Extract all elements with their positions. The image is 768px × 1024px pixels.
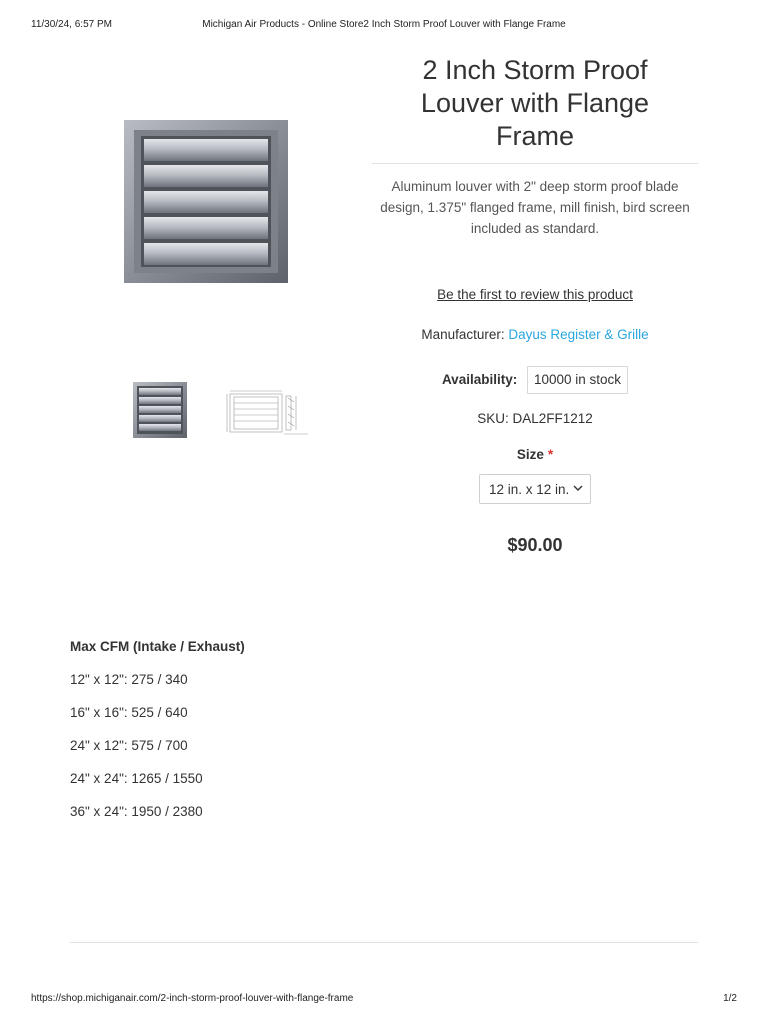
spec-row: 36" x 24": 1950 / 2380 bbox=[70, 804, 203, 819]
content-divider bbox=[70, 942, 698, 943]
size-label-text: Size bbox=[516, 447, 544, 462]
main-product-image[interactable] bbox=[124, 120, 288, 283]
print-footer bbox=[31, 993, 737, 1007]
specs-section bbox=[70, 639, 470, 837]
size-selected-value: 12 in. x 12 in. bbox=[489, 482, 570, 497]
chevron-down-icon bbox=[573, 484, 583, 492]
spec-row: 12" x 12": 275 / 340 bbox=[70, 672, 188, 687]
size-select[interactable] bbox=[479, 474, 591, 504]
manufacturer-link[interactable]: Dayus Register & Grille bbox=[508, 327, 649, 342]
product-description: Aluminum louver with 2" deep storm proof blade design, 1.375" flanged frame, mill finish, bird screen included as standard. bbox=[380, 179, 690, 236]
print-page-number: 1/2 bbox=[723, 993, 737, 1004]
spec-row: 16" x 16": 525 / 640 bbox=[70, 705, 188, 720]
availability-label: Availability: bbox=[441, 372, 518, 387]
stock-badge: 10000 in stock bbox=[527, 366, 628, 394]
print-header bbox=[31, 19, 737, 33]
product-title: 2 Inch Storm Proof Louver with Flange Frame bbox=[420, 55, 650, 151]
specs-title: Max CFM (Intake / Exhaust) bbox=[70, 639, 245, 654]
print-url: https://shop.michiganair.com/2-inch-storm-proof-louver-with-flange-frame bbox=[31, 993, 354, 1004]
product-info bbox=[372, 54, 698, 239]
review-link[interactable]: Be the first to review this product bbox=[437, 287, 633, 302]
spec-row: 24" x 12": 575 / 700 bbox=[70, 738, 188, 753]
product-price: $90.00 bbox=[507, 535, 563, 555]
print-datetime: 11/30/24, 6:57 PM bbox=[31, 19, 112, 30]
spec-row: 24" x 24": 1265 / 1550 bbox=[70, 771, 203, 786]
required-marker: * bbox=[547, 447, 554, 462]
manufacturer bbox=[372, 327, 698, 342]
print-page-title: Michigan Air Products - Online Store2 Inch Storm Proof Louver with Flange Frame bbox=[202, 19, 566, 30]
title-divider bbox=[372, 163, 698, 164]
sku: SKU: DAL2FF1212 bbox=[477, 411, 593, 426]
manufacturer-label: Manufacturer: bbox=[421, 327, 509, 342]
availability bbox=[372, 366, 698, 394]
size-label bbox=[372, 447, 698, 462]
thumbnail-photo[interactable] bbox=[133, 382, 187, 438]
thumbnail-drawing[interactable] bbox=[224, 388, 312, 438]
